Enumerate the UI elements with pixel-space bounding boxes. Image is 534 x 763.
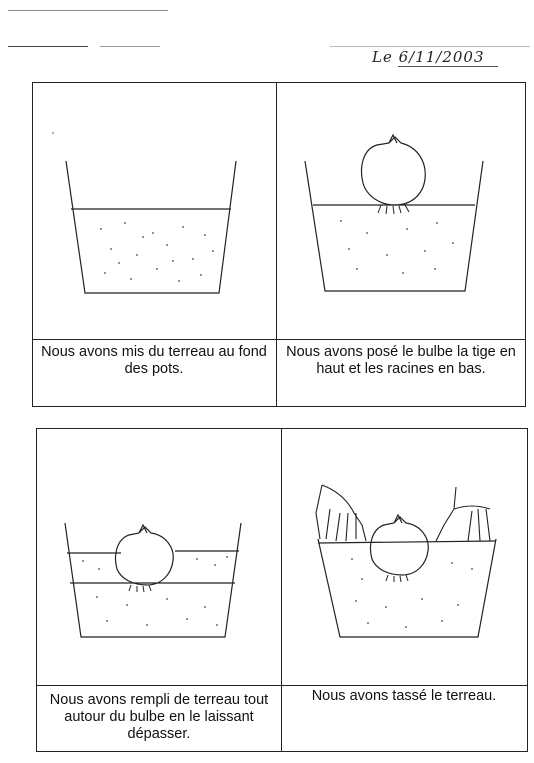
panel-3-drawing <box>37 429 281 685</box>
soil-dots <box>340 220 454 274</box>
bulb-icon <box>362 135 426 205</box>
panel-1-caption: Nous avons mis du terreau au fond des pots. <box>41 344 267 377</box>
scan-line-header <box>8 46 88 47</box>
soil-dots <box>100 222 214 282</box>
scan-line-top <box>8 10 168 11</box>
panel-2-drawing <box>277 83 524 339</box>
bulb-icon <box>371 515 429 575</box>
panel-1-drawing <box>33 83 276 339</box>
date-label: Le 6/11/2003 <box>372 48 485 66</box>
pot-icon <box>318 539 496 637</box>
panel-4-drawing <box>282 429 526 685</box>
pot-icon <box>66 161 236 293</box>
panel-3-caption: Nous avons rempli de terreau tout autour du bulbe en le laissant dépasser. <box>49 692 269 742</box>
top-grid-divider-horizontal <box>32 339 525 340</box>
panel-4-caption: Nous avons tassé le terreau. <box>311 688 497 704</box>
soil-dots <box>351 558 473 628</box>
left-hand-icon <box>316 485 366 541</box>
bottom-grid-divider-horizontal <box>36 685 527 686</box>
scan-line-right <box>330 46 530 47</box>
roots-icon <box>386 575 408 582</box>
bulb-icon <box>116 525 174 585</box>
pot-icon <box>305 161 483 291</box>
pot-icon <box>65 523 241 637</box>
soil-dots <box>82 556 228 626</box>
date-underline <box>398 66 498 67</box>
panel-2-caption: Nous avons posé le bulbe la tige en haut et les racines en bas. <box>286 344 516 377</box>
scan-line-header-2 <box>100 46 160 47</box>
right-hand-icon <box>436 487 490 541</box>
roots-icon <box>378 205 409 214</box>
roots-icon <box>129 585 151 592</box>
